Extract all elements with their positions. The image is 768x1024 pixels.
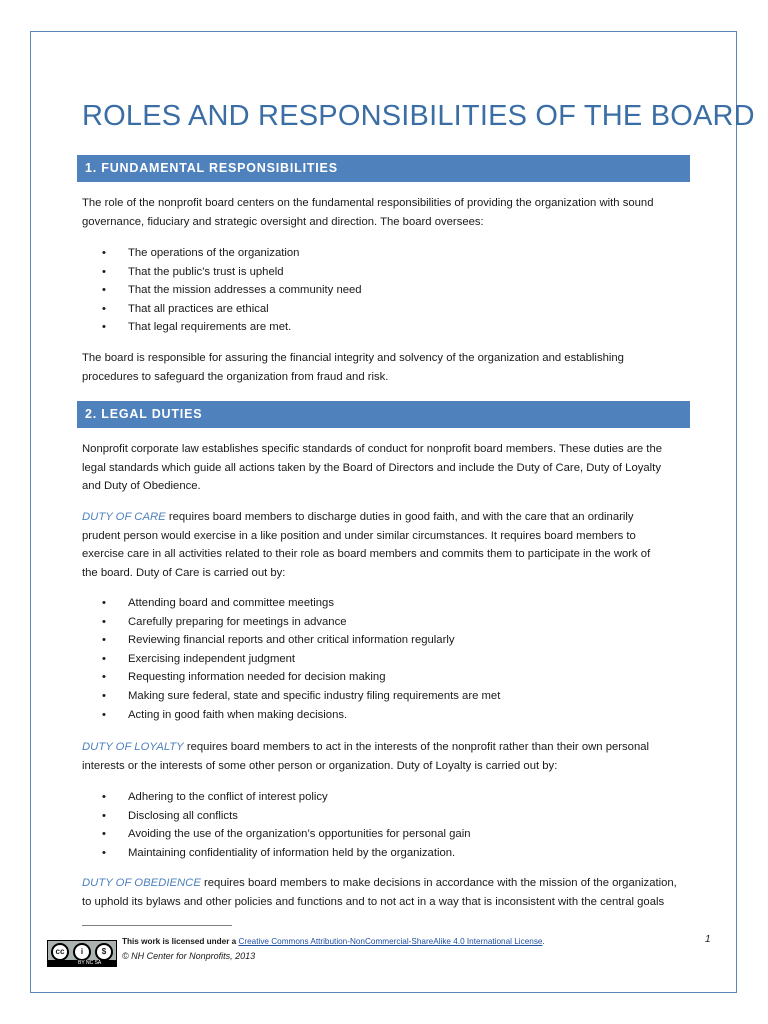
text-line: procedures to safeguard the organization from fraud and risk. — [82, 370, 389, 383]
text-run: requires board members to act in the interests of the nonprofit rather than their own personal — [183, 741, 650, 753]
cc-logo-strip — [48, 960, 116, 966]
footer-divider — [82, 925, 232, 926]
license-suffix: . — [542, 937, 545, 946]
list-item: • Acting in good faith when making decisions. — [82, 706, 500, 725]
list-item: • That the public’s trust is upheld — [82, 263, 362, 282]
duty-of-care-list — [82, 594, 500, 724]
list-item: • Exercising independent judgment — [82, 650, 500, 669]
license-prefix: This work is licensed under a — [122, 937, 239, 946]
text-line: to uphold its bylaws and other policies and functions and to not act in a way that is inconsistent with the central goals — [82, 895, 665, 908]
text-line — [82, 508, 692, 527]
section1-closing — [82, 349, 692, 386]
text-run: requires board members to make decisions in accordance with the mission of the organization, — [200, 877, 677, 889]
text-line: prudent person would exercise in a like position and under similar circumstances. It requires board members to — [82, 529, 636, 542]
duty-of-loyalty-term: DUTY OF LOYALTY — [82, 741, 184, 753]
text-run: requires board members to discharge duties in good faith, and with the care that an ordinarily — [165, 511, 634, 523]
section-header-fundamental — [77, 155, 690, 182]
list-item: • Carefully preparing for meetings in advance — [82, 613, 500, 632]
section-header-legal-duties — [77, 401, 690, 428]
cc-icon: cc — [51, 943, 69, 961]
page-title: ROLES AND RESPONSIBILITIES OF THE BOARD — [82, 100, 755, 132]
list-item: • Making sure federal, state and specific industry filing requirements are met — [82, 687, 500, 706]
page-number: 1 — [705, 934, 711, 945]
oversight-list — [82, 244, 362, 337]
duty-of-obedience-term: DUTY OF OBEDIENCE — [82, 877, 201, 889]
duty-of-loyalty-paragraph — [82, 738, 692, 775]
cc-logo-caption: BY NC SA — [78, 960, 102, 966]
list-item: • That the mission addresses a community need — [82, 281, 362, 300]
list-item: • That all practices are ethical — [82, 300, 362, 319]
list-item: • The operations of the organization — [82, 244, 362, 263]
list-item: • Reviewing financial reports and other critical information regularly — [82, 631, 500, 650]
duty-of-obedience-paragraph — [82, 874, 692, 911]
list-item: • Attending board and committee meetings — [82, 594, 500, 613]
duty-of-loyalty-list — [82, 788, 471, 862]
text-line: The board is responsible for assuring the financial integrity and solvency of the organization and establishing — [82, 352, 624, 364]
creative-commons-logo-icon — [47, 940, 117, 967]
duty-of-care-paragraph — [82, 508, 692, 582]
copyright-notice: © NH Center for Nonprofits, 2013 — [122, 951, 256, 961]
list-item: • Avoiding the use of the organization’s opportunities for personal gain — [82, 825, 471, 844]
duty-of-care-term: DUTY OF CARE — [82, 511, 166, 523]
text-line — [82, 874, 692, 893]
text-line: interests or the interests of some other person or organization. Duty of Loyalty is carried out by: — [82, 759, 558, 772]
nc-sa-icon: $ — [95, 943, 113, 961]
text-line: Nonprofit corporate law establishes specific standards of conduct for nonprofit board members. These duties are the — [82, 443, 663, 455]
text-line: The role of the nonprofit board centers on the fundamental responsibilities of providing the organization with sound — [82, 197, 654, 209]
list-item: • That legal requirements are met. — [82, 318, 362, 337]
text-line: legal standards which guide all actions taken by the Board of Directors and include the Duty of Care, Duty of Loyalty — [82, 461, 661, 474]
list-item: • Adhering to the conflict of interest policy — [82, 788, 471, 807]
text-line — [82, 738, 692, 757]
list-item: • Disclosing all conflicts — [82, 807, 471, 826]
section-heading: 1. FUNDAMENTAL RESPONSIBILITIES — [85, 161, 338, 175]
list-item: • Requesting information needed for decision making — [82, 668, 500, 687]
list-item: • Maintaining confidentiality of information held by the organization. — [82, 844, 471, 863]
by-icon: i — [73, 943, 91, 961]
text-line: exercise care in all activities related to their role as board members and commits them to participate in the work of — [82, 548, 651, 561]
license-link[interactable]: Creative Commons Attribution-NonCommercial-ShareAlike 4.0 International License — [238, 937, 543, 946]
section-heading: 2. LEGAL DUTIES — [85, 407, 203, 421]
text-line: governance, fiduciary and strategic oversight and direction. The board oversees: — [82, 215, 484, 228]
section1-intro — [82, 194, 692, 231]
text-line: the board. Duty of Care is carried out by: — [82, 566, 286, 579]
license-notice — [122, 937, 545, 946]
text-line: and Duty of Obedience. — [82, 480, 201, 493]
section2-intro — [82, 440, 692, 496]
